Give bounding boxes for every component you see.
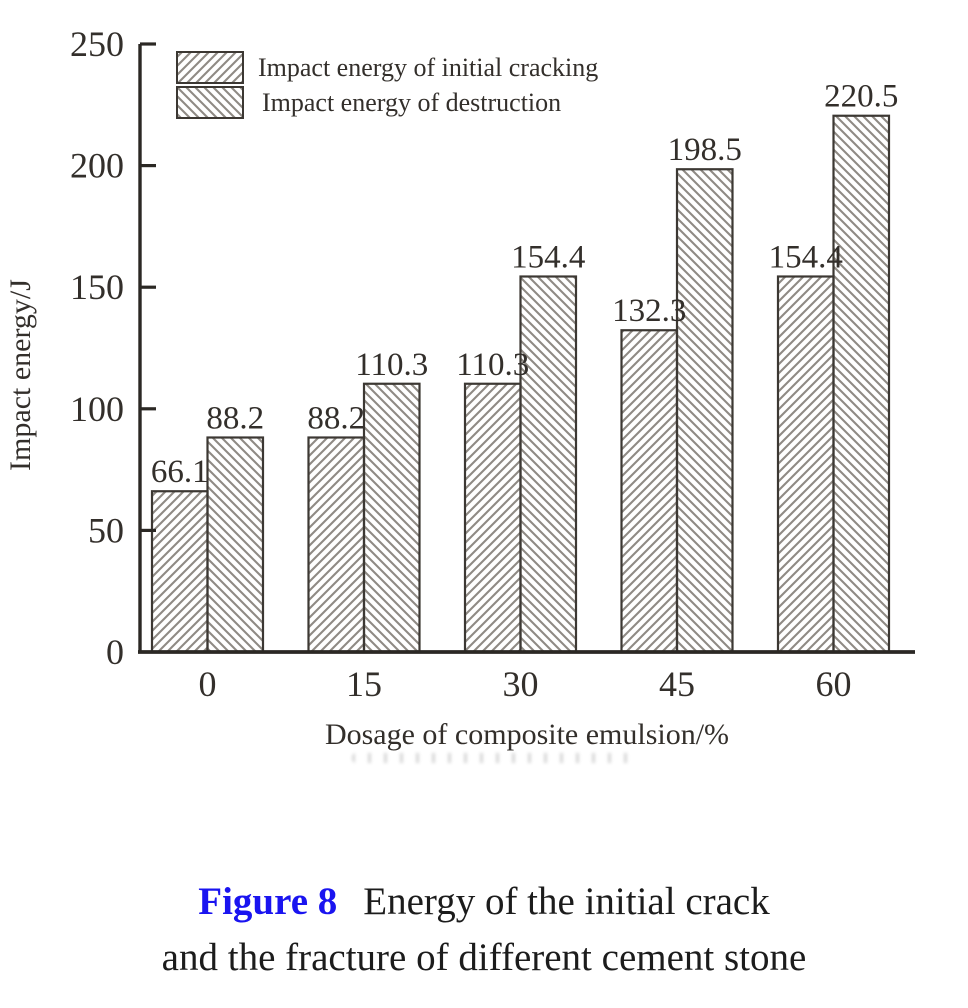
y-tick-label: 200 — [70, 145, 124, 186]
bar — [152, 491, 208, 652]
y-tick-label: 100 — [70, 388, 124, 429]
x-tick-label: 60 — [815, 664, 852, 704]
y-tick-label: 250 — [70, 24, 124, 64]
bar-value-label: 132.3 — [612, 293, 687, 330]
legend — [177, 52, 598, 118]
bar-value-label: 88.2 — [206, 400, 265, 437]
bar — [521, 276, 577, 652]
legend-swatch-destruction — [177, 87, 243, 118]
bar-value-label: 66.1 — [150, 454, 209, 491]
bar-value-label: 110.3 — [456, 346, 530, 383]
legend-label-destruction: Impact energy of destruction — [262, 88, 562, 117]
y-ticks-group — [70, 24, 156, 672]
caption-line1: Energy of the initial crack — [363, 880, 770, 923]
y-axis-title: Impact energy/J — [4, 279, 37, 471]
y-tick-label: 50 — [88, 510, 124, 551]
bar — [622, 330, 678, 652]
bar-value-label: 110.3 — [355, 346, 429, 383]
bar — [778, 276, 834, 652]
y-tick-label: 0 — [106, 632, 124, 672]
x-tick-label: 15 — [346, 664, 382, 704]
bar — [364, 384, 420, 652]
bar-value-label: 154.4 — [511, 239, 586, 276]
figure-caption — [0, 874, 968, 986]
bar — [834, 116, 890, 652]
bar — [208, 437, 264, 652]
bar — [465, 384, 521, 652]
bar — [309, 437, 365, 652]
caption-line2: and the fracture of different cement stone — [161, 936, 807, 979]
y-tick-label: 150 — [70, 267, 124, 308]
bar-value-label: 220.5 — [824, 78, 899, 115]
bar-value-label: 154.4 — [768, 239, 843, 276]
legend-swatch-initial-cracking — [177, 52, 243, 83]
figure-label: Figure 8 — [198, 880, 338, 923]
x-tick-label: 45 — [659, 664, 695, 704]
bar-value-label: 198.5 — [667, 132, 742, 169]
x-axis-title: Dosage of composite emulsion/% — [324, 718, 730, 751]
x-tick-labels-group — [199, 664, 852, 704]
x-tick-label: 0 — [198, 664, 217, 704]
x-tick-label: 30 — [502, 664, 539, 704]
bar — [677, 169, 733, 652]
bar-value-label: 88.2 — [307, 400, 366, 437]
scan-artifact — [352, 753, 632, 763]
bars-group — [152, 116, 889, 652]
legend-label-initial-cracking: Impact energy of initial cracking — [258, 53, 599, 82]
